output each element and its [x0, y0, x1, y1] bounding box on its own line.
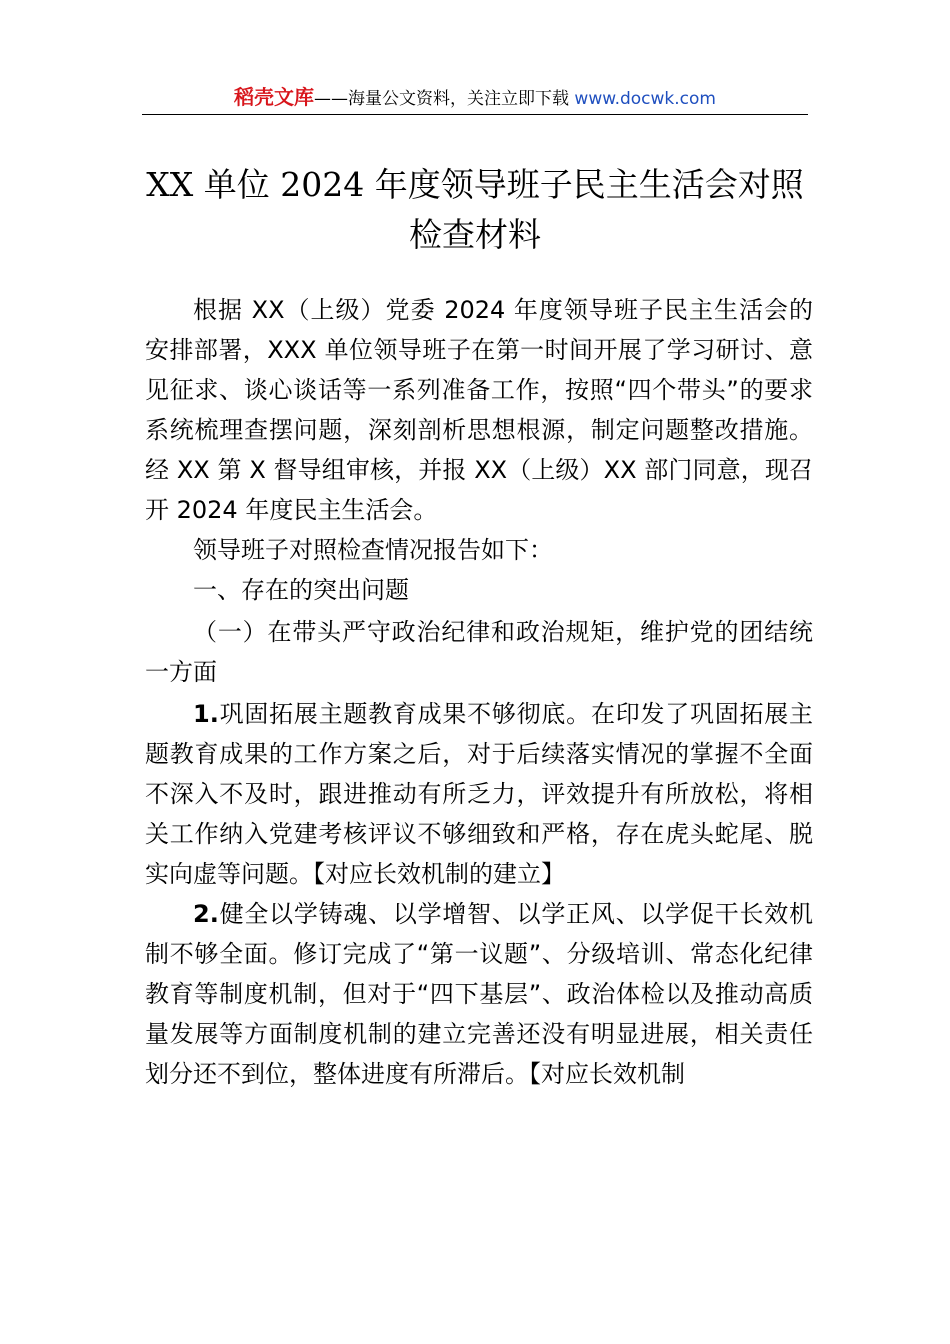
item-number: 2. [193, 900, 219, 928]
brand-name: 稻壳文库 [234, 85, 315, 109]
problem-item-2 [145, 894, 813, 1094]
problem-item-1 [145, 694, 813, 894]
intro-paragraph: 根据 XX（上级）党委 2024 年度领导班子民主生活会的安排部署，XXX 单位领导班子在第一时间开展了学习研讨、意见征求、谈心谈话等一系列准备工作，按照“四个带头”的要求系统梳理查摆问题，深刻剖析思想根源，制定问题整改措施。经 XX 第 X 督导组审核，并报 XX（上级）XX 部门同意，现召开 2024 年度民主生活会。 [145, 296, 813, 524]
item-number: 1. [193, 700, 219, 728]
header-slogan: ——海量公文资料，关注立即下载 [314, 89, 575, 109]
site-link[interactable]: www.docwk.com [574, 89, 716, 109]
item-text: 巩固拓展主题教育成果不够彻底。在印发了巩固拓展主题教育成果的工作方案之后，对于后续落实情况的掌握不全面不深入不及时，跟进推动有所乏力，评效提升有所放松，将相关工作纳入党建考核评议不够细致和严格，存在虎头蛇尾、脱实向虚等问题。【对应长效机制的建立】 [145, 700, 813, 888]
document-title: XX 单位 2024 年度领导班子民主生活会对照检查材料 [146, 165, 804, 254]
page-header [142, 80, 808, 115]
item-text: 健全以学铸魂、以学增智、以学正风、以学促干长效机制不够全面。修订完成了“第一议题”、分级培训、常态化纪律教育等制度机制，但对于“四下基层”、政治体检以及推动高质量发展等方面制度机制的建立完善还没有明显进展，相关责任划分还不到位，整体进度有所滞后。【对应长效机制 [145, 900, 813, 1088]
report-lead: 领导班子对照检查情况报告如下： [193, 536, 553, 564]
section-heading-1: 一、存在的突出问题 [193, 576, 409, 604]
subsection-heading-1: （一）在带头严守政治纪律和政治规矩，维护党的团结统一方面 [145, 618, 813, 686]
document-body [145, 290, 813, 1094]
